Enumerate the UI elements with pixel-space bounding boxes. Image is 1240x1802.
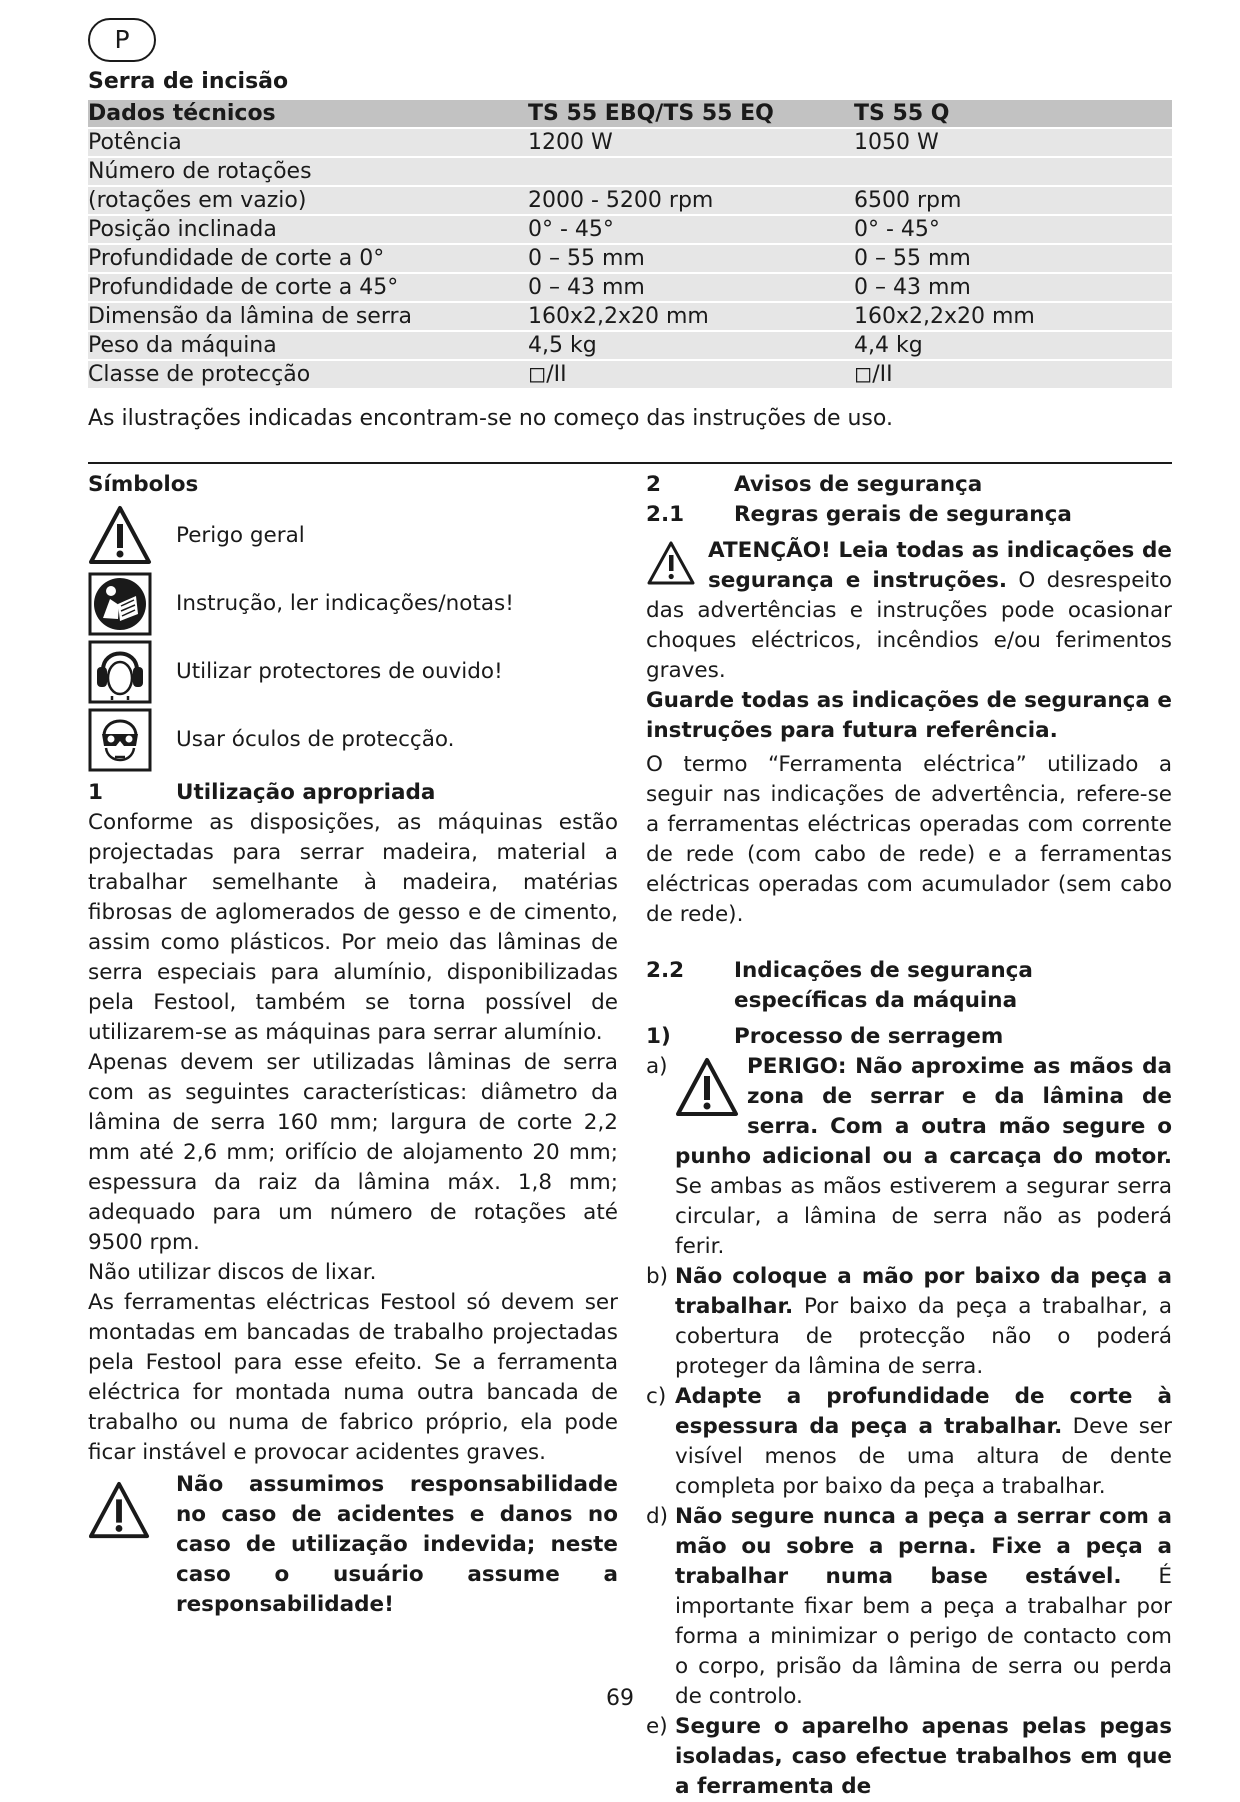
table-cell — [854, 158, 1172, 185]
liability-warning — [88, 1470, 618, 1620]
item-label: a) — [646, 1054, 668, 1079]
table-cell: Peso da máquina — [88, 332, 528, 359]
paragraph: Não utilizar discos de lixar. — [88, 1260, 377, 1285]
ear-protection-icon — [88, 640, 152, 704]
table-cell: Profundidade de corte a 0° — [88, 245, 528, 272]
item-bold-text: PERIGO: Não aproxime as mãos da zona de serrar e da lâmina de serra. Com a outra mão segure o punho adicional ou a carcaça do motor. — [675, 1054, 1172, 1169]
item-bold-text: Adapte a profundidade de corte à espessura da peça a trabalhar. — [675, 1384, 1172, 1439]
list-item — [646, 1712, 1172, 1802]
illustrations-note: As ilustrações indicadas encontram-se no começo das instruções de uso. — [88, 406, 893, 431]
section-number: 2 — [646, 472, 661, 497]
table-cell: Número de rotações — [88, 158, 528, 185]
item-text — [675, 1502, 1172, 1712]
table-cell: 0 – 43 mm — [528, 274, 854, 301]
table-cell: 0° - 45° — [528, 216, 854, 243]
table-row — [88, 245, 1172, 272]
symbol-row — [88, 572, 618, 636]
item-text — [675, 1382, 1172, 1502]
language-badge: P — [88, 18, 156, 62]
item-label: c) — [646, 1384, 667, 1409]
item-body-text: Se ambas as mãos estiverem a segurar serra circular, a lâmina de serra não as poderá ferir. — [675, 1174, 1172, 1259]
table-header-row — [88, 100, 1172, 127]
right-column — [646, 470, 1172, 1802]
symbol-label: Perigo geral — [176, 523, 305, 548]
section-number: 2.1 — [646, 502, 685, 527]
symbol-label: Usar óculos de protecção. — [176, 727, 455, 752]
table-cell: 160x2,2x20 mm — [854, 303, 1172, 330]
section-title: Regras gerais de segurança — [734, 502, 1072, 527]
table-cell: 4,4 kg — [854, 332, 1172, 359]
sawing-process-heading — [646, 1022, 1172, 1052]
symbol-label: Instrução, ler indicações/notas! — [176, 591, 514, 616]
warning-triangle-icon — [88, 504, 152, 568]
paragraph: As ferramentas eléctricas Festool só devem ser montadas em bancadas de trabalho projectadas pela Festool para esse efeito. Se a ferramenta eléctrica for montada numa outra bancada de trabalho ou numa de fabrico próprio, ela pode ficar instável e provocar acidentes graves. — [88, 1290, 618, 1465]
table-row — [88, 332, 1172, 359]
item-body-text: Por baixo da peça a trabalhar, a cobertura de protecção não o poderá proteger da lâmina de serra. — [675, 1294, 1172, 1379]
item-text — [675, 1052, 1172, 1262]
left-column — [88, 470, 618, 1620]
item-body-text: Deve ser visível menos de uma altura de dente completa por baixo da peça a trabalhar. — [675, 1414, 1172, 1499]
table-cell: (rotações em vazio) — [88, 187, 528, 214]
list-item — [646, 1052, 1172, 1262]
table-cell: Classe de protecção — [88, 361, 528, 388]
item-label: d) — [646, 1504, 669, 1529]
table-cell: 0 – 55 mm — [854, 245, 1172, 272]
section-1-heading — [88, 778, 618, 808]
section-number: 2.2 — [646, 958, 685, 983]
section-divider — [88, 462, 1172, 464]
table-header-cell: TS 55 Q — [854, 100, 1172, 127]
table-cell — [528, 158, 854, 185]
table-row — [88, 187, 1172, 214]
table-row — [88, 361, 1172, 388]
safety-goggles-icon — [88, 708, 152, 772]
table-cell: Dimensão da lâmina de serra — [88, 303, 528, 330]
table-cell: 0 – 55 mm — [528, 245, 854, 272]
section-2-heading — [646, 470, 1172, 500]
table-cell: 6500 rpm — [854, 187, 1172, 214]
document-title: Serra de incisão — [88, 69, 289, 94]
section-title: Avisos de segurança — [734, 472, 983, 497]
table-cell: ◻/II — [854, 361, 1172, 388]
table-row — [88, 129, 1172, 156]
list-item — [646, 1382, 1172, 1502]
read-manual-icon — [88, 572, 152, 636]
technical-data-table — [88, 98, 1172, 390]
item-bold-text: Segure o aparelho apenas pelas pegas isoladas, caso efectue trabalhos em que a ferramenta de — [675, 1714, 1172, 1799]
table-cell: 4,5 kg — [528, 332, 854, 359]
table-cell: Posição inclinada — [88, 216, 528, 243]
warning-triangle-icon — [646, 540, 696, 586]
item-text — [675, 1262, 1172, 1382]
section-2-2-heading — [646, 956, 1172, 1016]
section-number: 1) — [646, 1024, 671, 1049]
table-cell: 0° - 45° — [854, 216, 1172, 243]
table-row — [88, 158, 1172, 185]
warning-triangle-icon — [675, 1056, 739, 1120]
attention-paragraph — [646, 536, 1172, 686]
symbol-row — [88, 708, 618, 772]
table-cell: 2000 - 5200 rpm — [528, 187, 854, 214]
item-bold-text: Não coloque a mão por baixo da peça a trabalhar. — [675, 1264, 1172, 1319]
symbol-label: Utilizar protectores de ouvido! — [176, 659, 503, 684]
table-header-cell: Dados técnicos — [88, 100, 528, 127]
symbols-heading: Símbolos — [88, 472, 199, 497]
list-item — [646, 1502, 1172, 1712]
symbol-row — [88, 504, 618, 568]
table-cell: 160x2,2x20 mm — [528, 303, 854, 330]
page-number: 69 — [606, 1686, 634, 1711]
item-text — [675, 1712, 1172, 1802]
attention-text: O desrespeito das advertências e instruções pode ocasionar choques eléctricos, incêndios e/ou ferimentos graves. — [646, 568, 1172, 683]
warning-triangle-icon — [88, 1480, 150, 1542]
item-bold-text: Não segure nunca a peça a serrar com a mão ou sobre a perna. Fixe a peça a trabalhar numa base estável. — [675, 1504, 1172, 1589]
table-cell: ◻/II — [528, 361, 854, 388]
section-title: Indicações de segurança específicas da máquina — [734, 958, 1033, 1013]
section-title: Utilização apropriada — [176, 780, 436, 805]
table-row — [88, 303, 1172, 330]
item-label: e) — [646, 1714, 668, 1739]
keep-instructions-text: Guarde todas as indicações de segurança e instruções para futura referência. — [646, 688, 1172, 743]
paragraph: O termo “Ferramenta eléctrica” utilizado a seguir nas indicações de advertência, refere-se a ferramentas eléctricas operadas com corrente de rede (com cabo de rede) e a ferramentas eléctricas operadas com acumulador (sem cabo de rede). — [646, 752, 1172, 927]
table-row — [88, 216, 1172, 243]
section-number: 1 — [88, 780, 103, 805]
paragraph: Conforme as disposições, as máquinas estão projectadas para serrar madeira, material a trabalhar semelhante à madeira, matérias fibrosas de aglomerados de gesso e de cimento, assim como plásticos. Por meio das lâminas de serra especiais para alumínio, disponibilizadas pela Festool, também se torna possível de utilizarem-se as máquinas para serrar alumínio. — [88, 810, 618, 1045]
section-title: Processo de serragem — [734, 1024, 1004, 1049]
section-2-1-heading — [646, 500, 1172, 530]
attention-bold-text: ATENÇÃO! Leia todas as indicações de segurança e instruções. — [708, 538, 1172, 593]
table-cell: 0 – 43 mm — [854, 274, 1172, 301]
item-body-text: É importante fixar bem a peça a trabalhar por forma a minimizar o perigo de contacto com o corpo, prisão da lâmina de serra ou perda de controlo. — [675, 1564, 1172, 1709]
item-label: b) — [646, 1264, 669, 1289]
table-row — [88, 274, 1172, 301]
table-cell: Potência — [88, 129, 528, 156]
liability-warning-text: Não assumimos responsabilidade no caso de acidentes e danos no caso de utilização indevida; neste caso o usuário assume a responsabilidade! — [176, 1472, 618, 1617]
list-item — [646, 1262, 1172, 1382]
table-header-cell: TS 55 EBQ/TS 55 EQ — [528, 100, 854, 127]
table-cell: Profundidade de corte a 45° — [88, 274, 528, 301]
table-cell: 1200 W — [528, 129, 854, 156]
table-cell: 1050 W — [854, 129, 1172, 156]
paragraph: Apenas devem ser utilizadas lâminas de serra com as seguintes características: diâmetro da lâmina de serra 160 mm; largura de corte 2,2 mm até 2,6 mm; orifício de alojamento 20 mm; espessura da raiz da lâmina máx. 1,8 mm; adequado para um número de rotações até 9500 rpm. — [88, 1050, 618, 1255]
symbol-row — [88, 640, 618, 704]
